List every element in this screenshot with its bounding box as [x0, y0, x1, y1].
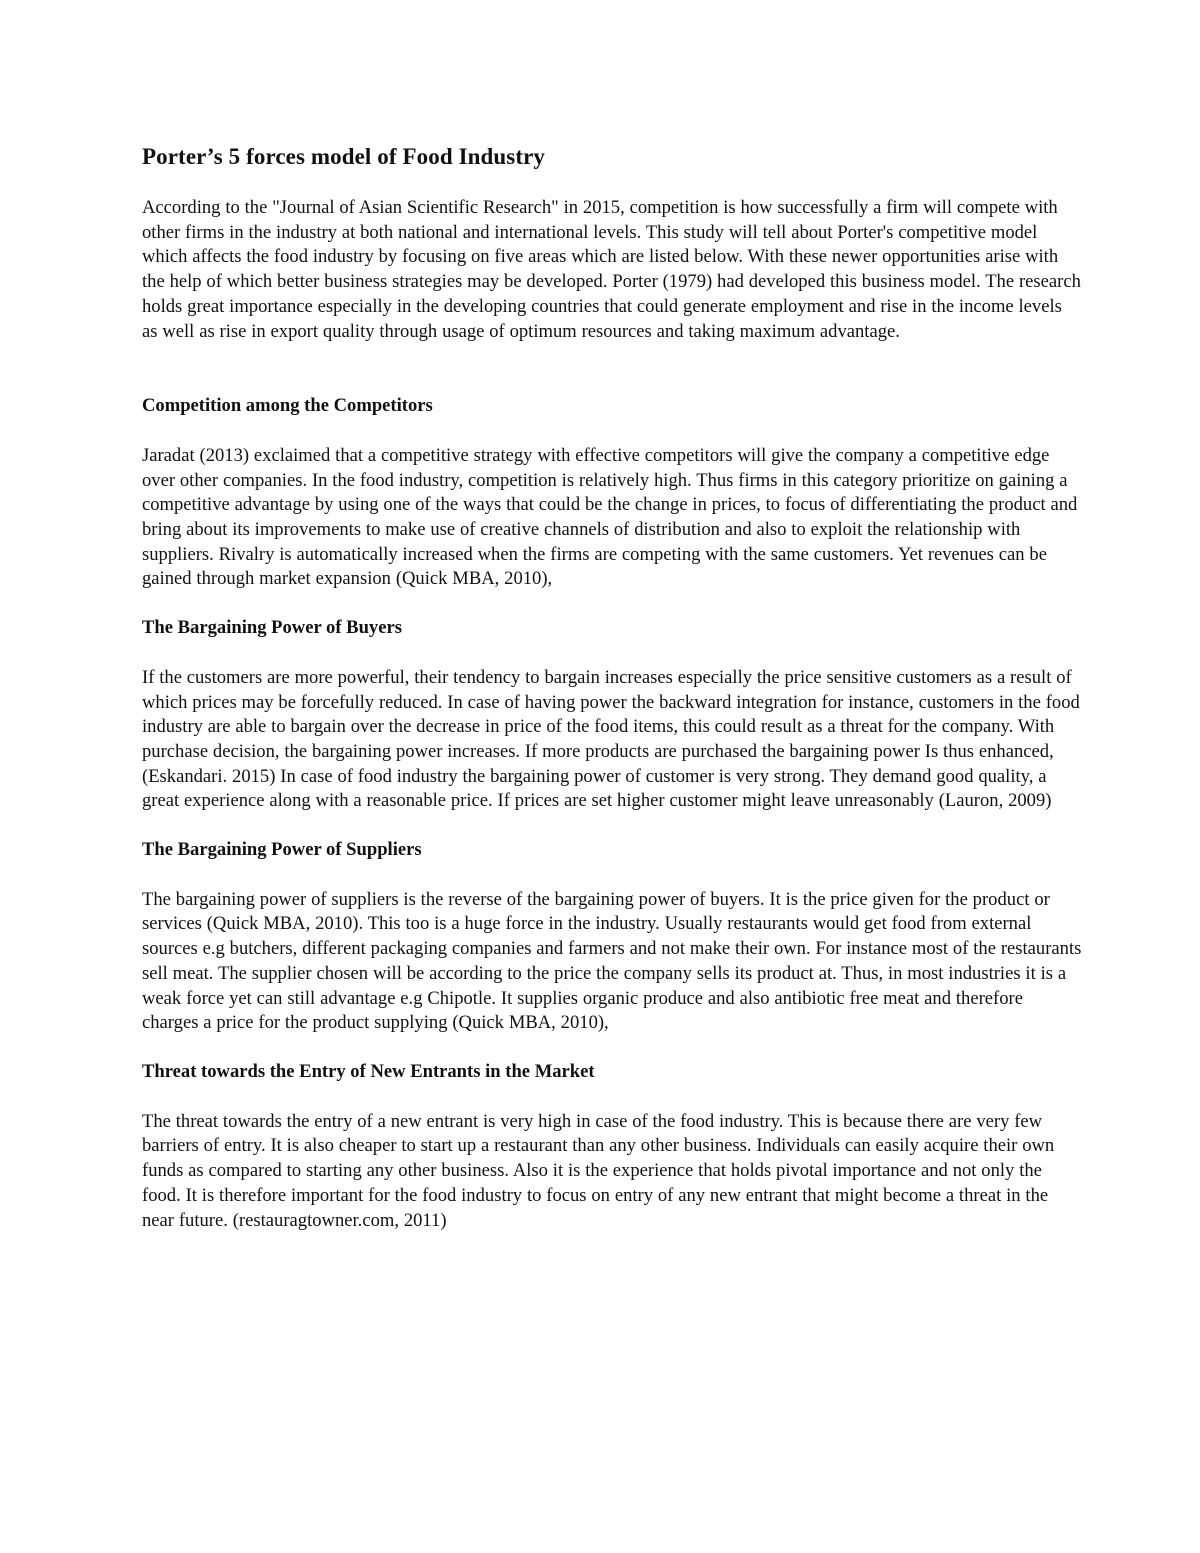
section-body-new-entrants: The threat towards the entry of a new entrant is very high in case of the food industry. This is because there are very few barriers of entry. It is also cheaper to start up a restaurant than any other business. Individuals can easily acquire their own funds as compared to starting any other business. Also it is the experience that holds pivotal importance and not only the food. It is therefore important for the food industry to focus on entry of any new entrant that might become a threat in the near future. (restauragtowner.com, 2011)	[142, 1110, 1055, 1231]
section-heading-buyers: The Bargaining Power of Buyers	[142, 617, 402, 639]
section-heading-suppliers: The Bargaining Power of Suppliers	[142, 839, 422, 861]
intro-paragraph: According to the "Journal of Asian Scientific Research" in 2015, competition is how successfully a firm will compete with other firms in the industry at both national and international levels. This study will tell about Porter's competitive model which affects the food industry by focusing on five areas which are listed below. With these newer opportunities arise with the help of which better business strategies may be developed. Porter (1979) had developed this business model. The research holds great importance especially in the developing countries that could generate employment and rise in the income levels as well as rise in export quality through usage of optimum resources and taking maximum advantage.	[142, 197, 1081, 342]
section-body-suppliers: The bargaining power of suppliers is the reverse of the bargaining power of buyers. It is the price given for the product or services (Quick MBA, 2010). This too is a huge force in the industry. Usually restaurants would get food from external sources e.g butchers, different packaging companies and farmers and not make their own. For instance most of the restaurants sell meat. The supplier chosen will be according to the price the company sells its product at. Thus, in most industries it is a weak force yet can still advantage e.g Chipotle. It supplies organic produce and also antibiotic free meat and therefore charges a price for the product supplying (Quick MBA, 2010),	[142, 888, 1082, 1034]
section-body-buyers: If the customers are more powerful, their tendency to bargain increases especially the price sensitive customers as a result of which prices may be forcefully reduced. In case of having power the backward integration for instance, customers in the food industry are able to bargain over the decrease in price of the food items, this could result as a threat for the company. With purchase decision, the bargaining power increases. If more products are purchased the bargaining power Is thus enhanced, (Eskandari. 2015) In case of food industry the bargaining power of customer is very strong. They demand good quality, a great experience along with a reasonable price. If prices are set higher customer might leave unreasonably (Lauron, 2009)	[142, 666, 1080, 812]
spacer	[142, 344, 1082, 394]
spacer	[142, 1085, 1082, 1110]
spacer	[142, 592, 1082, 616]
section-heading-competition: Competition among the Competitors	[142, 395, 433, 417]
document-title: Porter’s 5 forces model of Food Industry	[142, 144, 546, 169]
spacer	[142, 1036, 1082, 1060]
spacer	[142, 814, 1082, 838]
spacer	[142, 419, 1082, 444]
section-heading-new-entrants: Threat towards the Entry of New Entrants in the Market	[142, 1060, 595, 1082]
section-body-competition: Jaradat (2013) exclaimed that a competitive strategy with effective competitors will give the company a competitive edge over other companies. In the food industry, competition is relatively high. Thus firms in this category prioritize on gaining a competitive advantage by using one of the ways that could be the change in prices, to focus of differentiating the product and bring about its improvements to make use of creative channels of distribution and also to exploit the relationship with suppliers. Rivalry is automatically increased when the firms are competing with the same customers. Yet revenues can be gained through market expansion (Quick MBA, 2010),	[142, 444, 1078, 590]
spacer	[142, 863, 1082, 888]
document-content	[142, 140, 1082, 1233]
spacer	[142, 641, 1082, 666]
